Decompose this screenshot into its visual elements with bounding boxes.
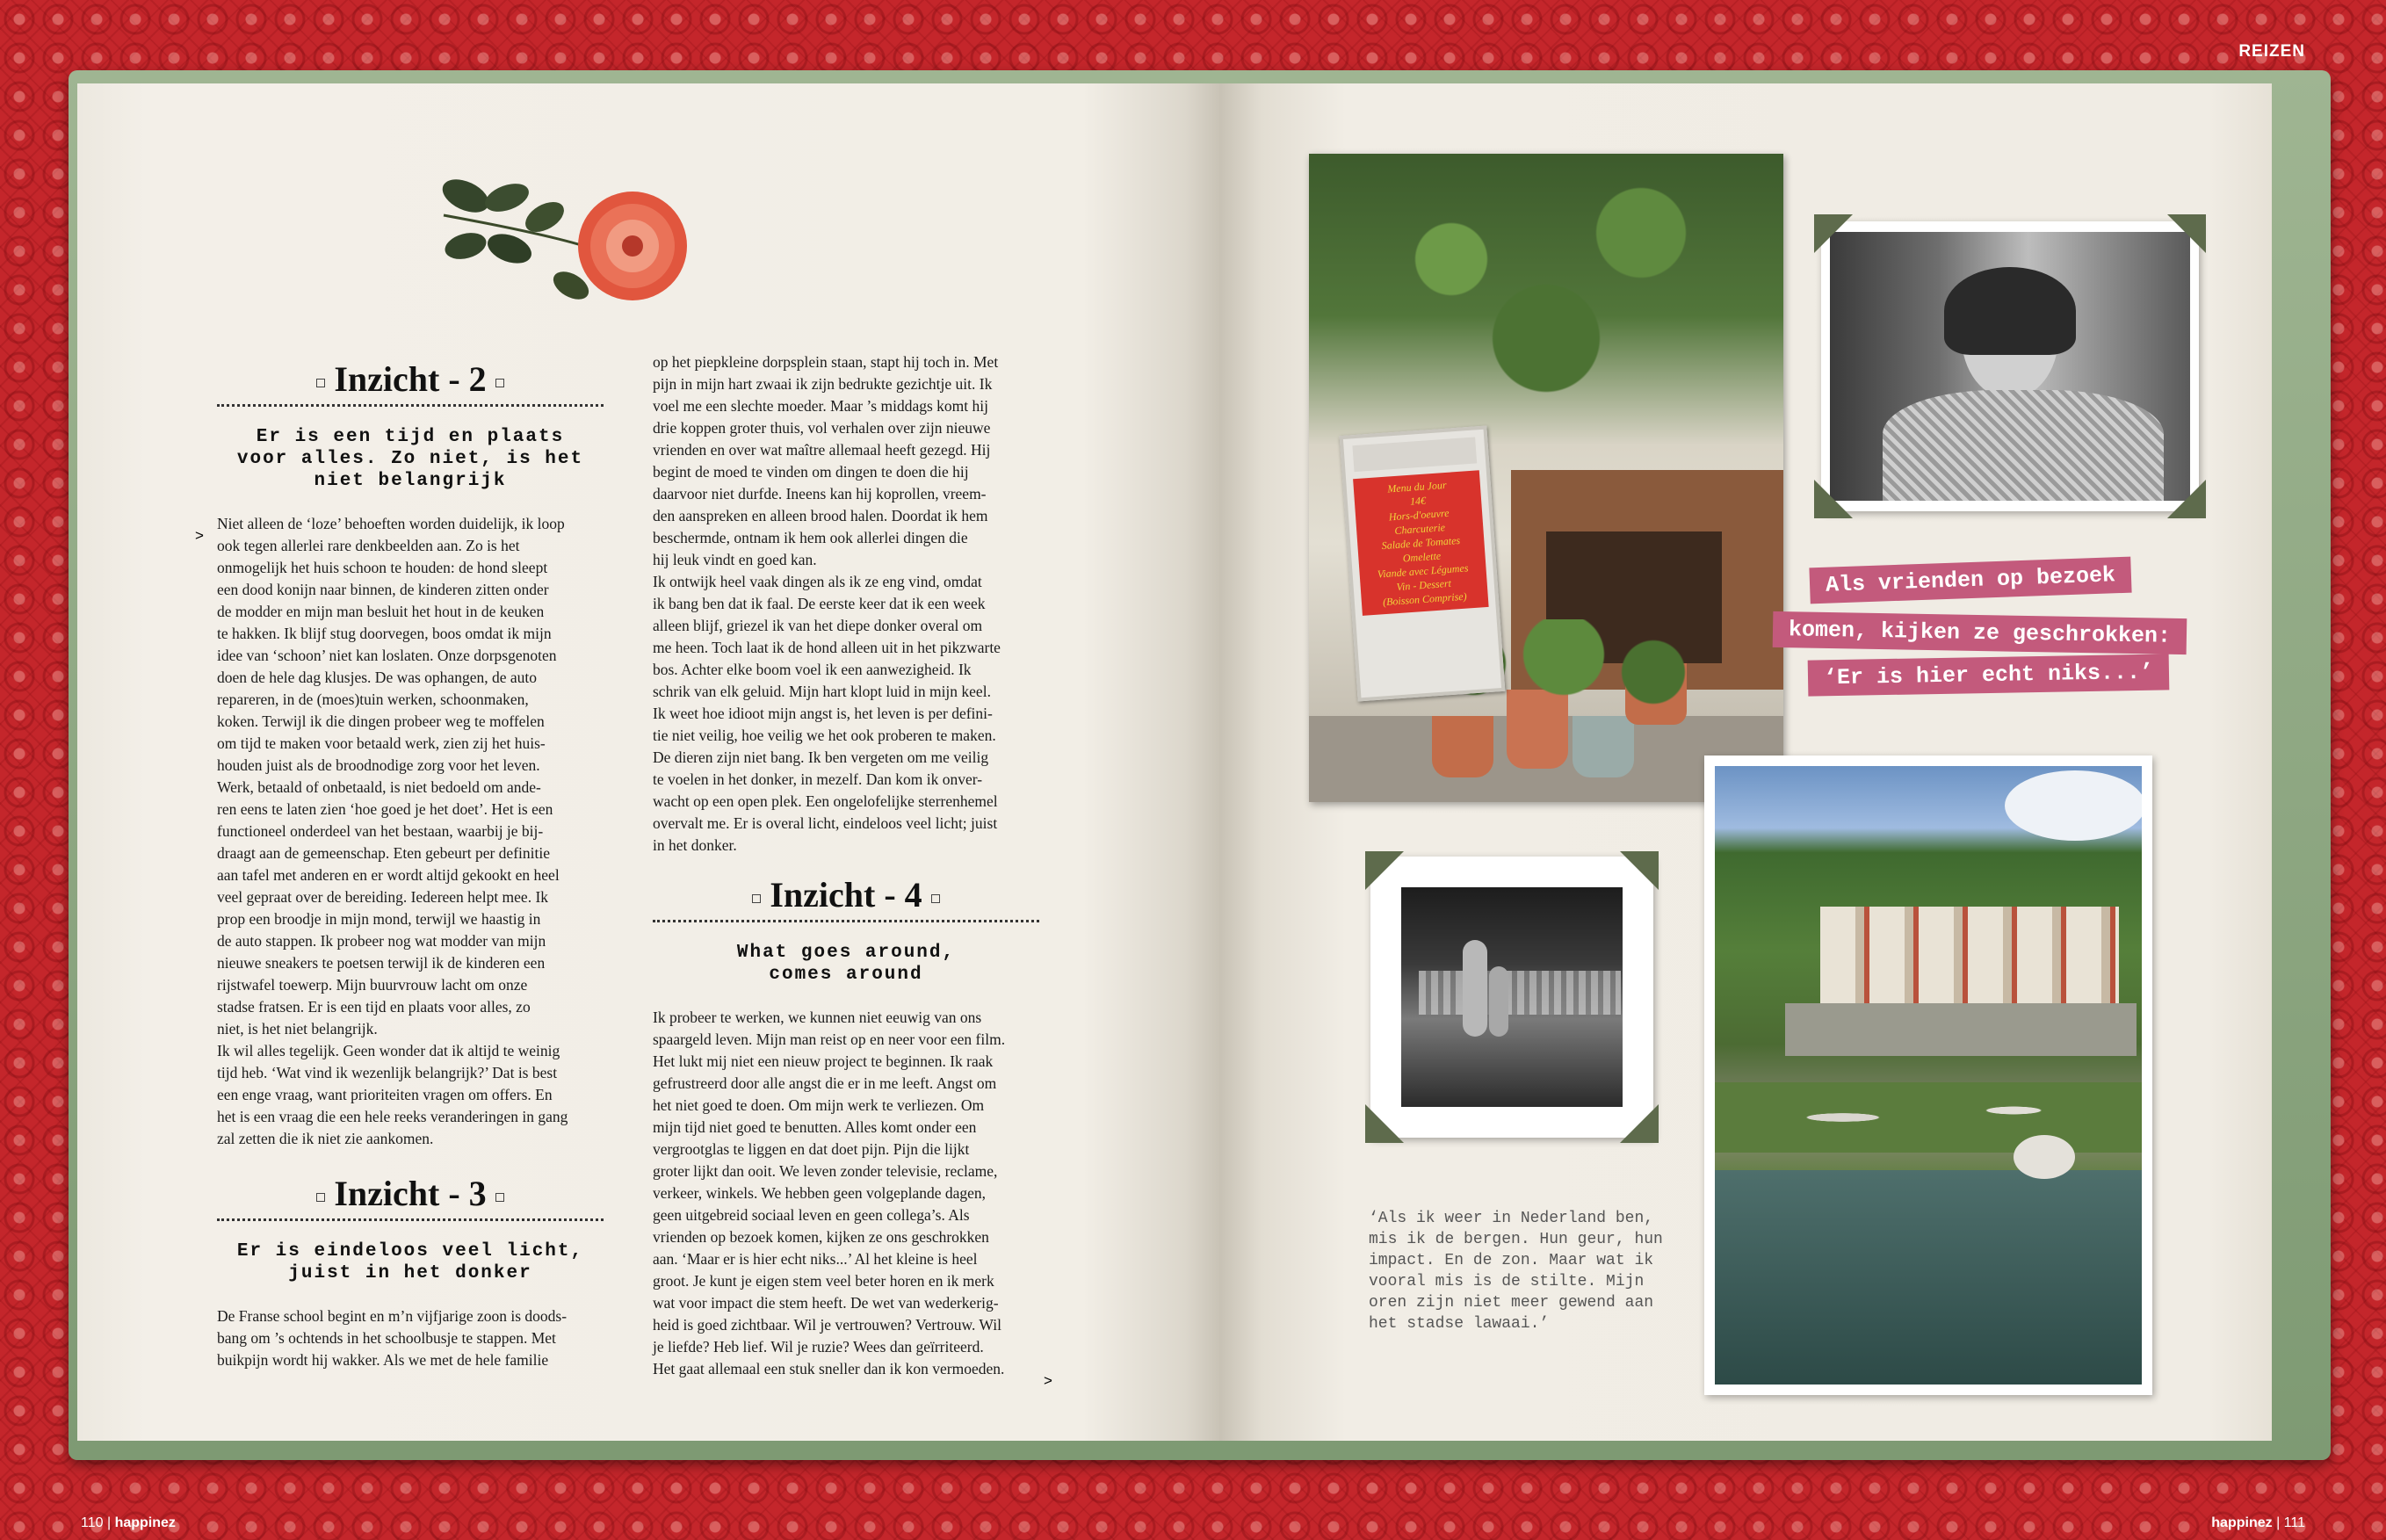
body-line: De dieren zijn niet bang. Ik ben vergeten om me veilig: [653, 748, 989, 766]
body-line: wacht op een open plek. Een ongelofelijke sterrenhemel: [653, 792, 998, 810]
body-inzicht-2: [217, 513, 604, 1150]
body-line: nieuwe sneakers te poetsen terwijl ik de kinderen een: [217, 954, 546, 972]
subtitle-line: Er is een tijd en plaats: [256, 427, 565, 447]
pullquote-tape-3: ‘Er is hier echt niks...’: [1808, 654, 2170, 696]
heading-ornament: [752, 894, 761, 903]
body-line: een enge vraag, want prioriteiten vragen om offers. En: [217, 1086, 553, 1103]
body-line: te hakken. Ik blijf stug doorvegen, boos omdat ik mijn: [217, 625, 552, 642]
body-line: ook tegen allerlei rare denkbeelden aan. Zo is het: [217, 537, 520, 554]
body-line: het niet goed te doen. Om mijn werk te verliezen. Om: [653, 1096, 985, 1114]
subtitle-inzicht-4: [653, 942, 1039, 986]
subtitle-line: niet belangrijk: [314, 471, 507, 491]
menu-line: Salade de Tomates: [1381, 533, 1461, 553]
body-line: wat voor impact die stem heeft. De wet van wederkerig-: [653, 1294, 999, 1312]
body-line: pijn in mijn hart zwaai ik zijn bedrukte gezichtje uit. Ik: [653, 375, 993, 393]
body-line: drie koppen groter thuis, vol verhalen over zijn nieuwe: [653, 419, 991, 437]
magazine-brand: happinez: [2211, 1515, 2273, 1530]
body-line: ren eens te laten zien ‘hoe goed je het doet’. Het is een: [217, 800, 553, 818]
subtitle-inzicht-3: [217, 1240, 604, 1284]
menu-line: Hors-d'oeuvre: [1388, 506, 1450, 524]
body-line: Niet alleen de ‘loze’ behoeften worden duidelijk, ik loop: [217, 515, 565, 532]
body-line: vrienden op bezoek komen, kijken ze ons geschrokken: [653, 1228, 989, 1246]
body-line: hij leuk vindt en goed kan.: [653, 551, 817, 568]
menu-board-text: [1353, 470, 1489, 616]
body-middle: [653, 351, 1039, 857]
page-number: 111: [2283, 1515, 2305, 1530]
subtitle-line: juist in het donker: [288, 1263, 532, 1283]
magazine-brand: happinez: [114, 1515, 176, 1530]
body-line: bos. Achter elke boom voel ik een aanwezigheid. Ik: [653, 661, 972, 678]
body-line: in het donker.: [653, 836, 737, 854]
body-line: verkeer, winkels. We hebben geen volgeplande dagen,: [653, 1184, 987, 1202]
quote-line: het stadse lawaai.’: [1369, 1315, 1550, 1333]
photo-corner: [1365, 851, 1404, 890]
footer-left: 110 | happinez: [81, 1515, 176, 1530]
body-line: gefrustreerd door alle angst die er in me leeft. Angst om: [653, 1074, 997, 1092]
footer-right: happinez | 111: [2211, 1515, 2305, 1530]
heading-ornament: [495, 1193, 504, 1202]
body-line: draagt aan de gemeenschap. Eten gebeurt per definitie: [217, 844, 550, 862]
body-line: prop een broodje in mijn mond, terwijl we haastig in: [217, 910, 541, 928]
body-line: bang om ’s ochtends in het schoolbusje te stappen. Met: [217, 1329, 556, 1347]
body-line: daarvoor niet durfde. Ineens kan hij koprollen, vreem-: [653, 485, 987, 502]
subtitle-line: What goes around,: [736, 943, 956, 963]
body-line: je liefde? Heb lief. Wil je ruzie? Wees dan geïrriteerd.: [653, 1338, 984, 1356]
body-line: ik bang ben dat ik faal. De eerste keer dat ik een week: [653, 595, 986, 612]
menu-line: (Boisson Comprise): [1382, 589, 1468, 609]
continue-arrow: >: [1044, 1372, 1052, 1389]
body-line: vrienden en over wat maître allemaal heeft gezegd. Hij: [653, 441, 991, 459]
dotted-divider: [217, 1218, 604, 1221]
body-line: groter lijkt dan ooit. We leven zonder televisie, reclame,: [653, 1162, 998, 1180]
body-line: te voelen in het donker, in mezelf. Dan kom ik onver-: [653, 770, 983, 788]
photo-woman-drinking: [1821, 221, 2199, 511]
heading-ornament: [931, 894, 940, 903]
body-line: idee van ‘schoon’ niet kan loslaten. Onze dorpsgenoten: [217, 647, 557, 664]
body-line: onmogelijk het huis schoon te houden: de hond sleept: [217, 559, 548, 576]
body-line: mijn tijd niet goed te benutten. Alles komt onder een: [653, 1118, 977, 1136]
body-line: spaargeld leven. Mijn man reist op en neer voor een film.: [653, 1030, 1006, 1048]
body-line: een dood konijn naar binnen, de kinderen zitten onder: [217, 581, 549, 598]
body-line: doen de hele dag klusjes. De was ophangen, de auto: [217, 669, 537, 686]
photo-corner: [1620, 1104, 1659, 1143]
photo-children-river: [1370, 857, 1653, 1138]
body-line: den aanspreken en alleen brood halen. Doordat ik hem: [653, 507, 988, 524]
body-line: vergrootglas te liggen en dat doet pijn. Pijn die lijkt: [653, 1140, 970, 1158]
quote-line: oren zijn niet meer gewend aan: [1369, 1294, 1654, 1312]
heading-inzicht-4: [653, 876, 1039, 915]
heading-text: Inzicht - 3: [334, 1174, 487, 1213]
body-line: De Franse school begint en m’n vijfjarige zoon is doods-: [217, 1307, 568, 1325]
body-line: buikpijn wordt hij wakker. Als we met de hele familie: [217, 1351, 549, 1369]
column-middle: [653, 351, 1039, 1380]
heading-inzicht-3: [217, 1175, 604, 1213]
body-line: tijd heb. ‘Wat vind ik wezenlijk belangrijk?’ Dat is best: [217, 1064, 558, 1081]
quote-line: ‘Als ik weer in Nederland ben,: [1369, 1210, 1654, 1227]
subtitle-line: comes around: [769, 965, 923, 985]
quote-line: vooral mis is de stilte. Mijn: [1369, 1273, 1645, 1291]
side-quote: [1369, 1208, 1672, 1334]
heading-inzicht-2: [217, 360, 604, 399]
menu-line: 14€: [1409, 494, 1427, 508]
body-line: Ik probeer te werken, we kunnen niet eeuwig van ons: [653, 1009, 982, 1026]
body-inzicht-3: [217, 1305, 604, 1371]
body-line: niet, is het niet belangrijk.: [217, 1020, 378, 1038]
body-line: koken. Terwijl ik die dingen probeer weg te moffelen: [217, 712, 545, 730]
photo-village-river: [1704, 756, 2152, 1395]
body-line: houden juist als de broodnodige zorg voor het leven.: [217, 756, 540, 774]
column-left: [217, 360, 604, 1371]
body-line: alleen blijf, griezel ik van het diepe donker overal om: [653, 617, 983, 634]
body-line: zal zetten die ik niet zie aankomen.: [217, 1130, 434, 1147]
body-line: op het piepkleine dorpsplein staan, stapt hij toch in. Met: [653, 353, 999, 371]
body-line: groot. Je kunt je eigen stem veel beter horen en ik merk: [653, 1272, 994, 1290]
body-line: Het gaat allemaal een stuk sneller dan ik kon vermoeden.: [653, 1360, 1005, 1377]
body-line: beschermde, ontnam ik hem ook allerlei dingen die: [653, 529, 968, 546]
paragraph-start-arrow: >: [195, 527, 204, 544]
subtitle-inzicht-2: [217, 426, 604, 492]
body-line: veel gepraat over de bereiding. Iedereen helpt mee. Ik: [217, 888, 549, 906]
body-line: rijstwafel toewerp. Mijn buurvrouw lacht om onze: [217, 976, 528, 994]
heading-ornament: [495, 379, 504, 387]
body-line: functioneel onderdeel van het bestaan, waarbij je bij-: [217, 822, 544, 840]
body-line: overvalt me. Er is overal licht, eindeloos veel licht; juist: [653, 814, 998, 832]
section-label: REIZEN: [2238, 42, 2305, 61]
body-line: om tijd te maken voor betaald werk, zien zij het huis-: [217, 734, 546, 752]
pressed-flower-illustration: [435, 163, 698, 312]
body-line: stadse fratsen. Er is een tijd en plaats voor alles, zo: [217, 998, 531, 1016]
heading-text: Inzicht - 4: [770, 875, 922, 915]
photo-corner: [1620, 851, 1659, 890]
body-line: de modder en mijn man besluit het hout in de keuken: [217, 603, 545, 620]
body-line: aan tafel met anderen en er wordt altijd gekookt en heel: [217, 866, 560, 884]
subtitle-line: Er is eindeloos veel licht,: [236, 1241, 584, 1262]
body-line: voel me een slechte moeder. Maar ’s middags komt hij: [653, 397, 988, 415]
menu-line: Charcuterie: [1394, 521, 1446, 538]
quote-line: impact. En de zon. Maar wat ik: [1369, 1252, 1654, 1269]
subtitle-line: voor alles. Zo niet, is het: [236, 449, 584, 469]
body-line: me heen. Toch laat ik de hond alleen uit in het pikzwarte: [653, 639, 1001, 656]
heading-ornament: [316, 1193, 325, 1202]
menu-line: Vin - Dessert: [1396, 576, 1452, 594]
body-line: Ik wil alles tegelijk. Geen wonder dat ik altijd te weinig: [217, 1042, 560, 1059]
body-line: aan. ‘Maar er is hier echt niks...’ Al het kleine is heel: [653, 1250, 978, 1268]
body-line: Werk, betaald of onbetaald, is niet bedoeld om ande-: [217, 778, 541, 796]
body-line: heid is goed zichtbaar. Wil je vertrouwen? Vertrouw. Wil: [653, 1316, 1001, 1334]
heading-text: Inzicht - 2: [334, 359, 487, 399]
body-line: repareren, in de (moes)tuin werken, schoonmaken,: [217, 690, 529, 708]
body-inzicht-4: [653, 1007, 1039, 1380]
photo-corner: [1365, 1104, 1404, 1143]
menu-line: Viande avec Légumes: [1377, 561, 1469, 581]
page-number: 110: [81, 1515, 104, 1530]
menu-line: Menu du Jour: [1386, 478, 1447, 495]
heading-ornament: [316, 379, 325, 387]
pullquote-tape-1: Als vrienden op bezoek: [1809, 557, 2131, 604]
body-line: geen uitgebreid sociaal leven en geen collega’s. Als: [653, 1206, 970, 1224]
menu-board: [1340, 426, 1506, 702]
body-line: tie niet veilig, hoe veilig we het ook proberen te maken.: [653, 727, 996, 744]
body-line: het is een vraag die een hele reeks veranderingen in gang: [217, 1108, 568, 1125]
body-line: schrik van elk geluid. Mijn hart klopt luid in mijn keel.: [653, 683, 991, 700]
menu-line: Omelette: [1402, 549, 1442, 565]
quote-line: mis ik de bergen. Hun geur, hun: [1369, 1231, 1663, 1248]
dotted-divider: [653, 920, 1039, 922]
body-line: de auto stappen. Ik probeer nog wat modder van mijn: [217, 932, 546, 950]
body-line: Ik weet hoe idioot mijn angst is, het leven is per defini-: [653, 705, 993, 722]
dotted-divider: [217, 404, 604, 407]
body-line: Het lukt mij niet een nieuw project te beginnen. Ik raak: [653, 1052, 994, 1070]
body-line: begint de moed te vinden om dingen te doen die hij: [653, 463, 969, 481]
pullquote-tape-2: komen, kijken ze geschrokken:: [1773, 611, 2187, 654]
body-line: Ik ontwijk heel vaak dingen als ik ze eng vind, omdat: [653, 573, 982, 590]
